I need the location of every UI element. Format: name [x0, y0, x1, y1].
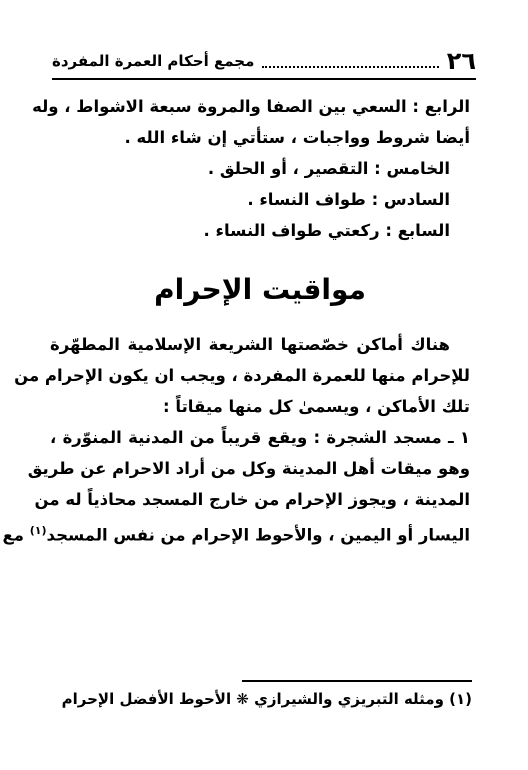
item-text: مع: [2, 525, 25, 545]
page-header: [52, 44, 476, 80]
footnote-marker: (١): [29, 524, 47, 537]
item-term: الرابع :: [412, 97, 470, 116]
item-text: التقصير ، أو الحلق .: [207, 159, 369, 178]
paragraph-line: هناك أماكن خصّصتها الشريعة الإسلامية المطهّرة: [50, 335, 450, 354]
item-term: الخامس :: [374, 159, 450, 178]
text-line: [32, 96, 470, 117]
item-text: السعي بين الصفا والمروة سبعة الاشواط ، وله: [32, 97, 407, 116]
paragraph-line: المدينة ، ويجوز الإحرام من خارج المسجد محاذياً له من: [34, 490, 470, 509]
running-title: مجمع أحكام العمرة المفردة: [52, 52, 255, 70]
section-heading: مواقيت الإحرام: [154, 273, 366, 306]
paragraph-line: تلك الأماكن ، ويسمىٰ كل منها ميقاتاً :: [163, 397, 470, 416]
text-line: [50, 220, 470, 241]
paragraph-line: [2, 520, 470, 546]
item-term: ١ ـ مسجد الشجرة :: [313, 428, 470, 447]
page-body: [2, 96, 470, 546]
text-line: [50, 158, 470, 179]
item-term: السابع :: [385, 221, 450, 240]
item-text: اليسار أو اليمين ، والأحوط الإحرام من نفس المسجد: [46, 525, 470, 545]
text-line: [50, 189, 470, 210]
item-term: السادس :: [371, 190, 450, 209]
item-text: طواف النساء .: [247, 190, 366, 209]
footnote-divider: [242, 680, 472, 682]
text-line: أيضا شروط وواجبات ، ستأتي إن شاء الله .: [124, 128, 470, 147]
item-text: ركعتي طواف النساء .: [203, 221, 380, 240]
paragraph-line: للإحرام منها للعمرة المفردة ، ويجب ان يكون الإحرام من: [14, 366, 470, 385]
footnote: (١) ومثله التبريزي والشيرازي ❋ الأحوط الأفضل الإحرام: [61, 690, 472, 708]
paragraph-line: وهو ميقات أهل المدينة وكل من أراد الاحرام عن طريق: [27, 459, 470, 478]
page-number: ٢٦: [446, 47, 476, 75]
text-line: [50, 427, 470, 448]
item-text: ويقع قريباً من المدنية المنوّرة ،: [50, 428, 308, 447]
header-dots: [262, 54, 438, 68]
